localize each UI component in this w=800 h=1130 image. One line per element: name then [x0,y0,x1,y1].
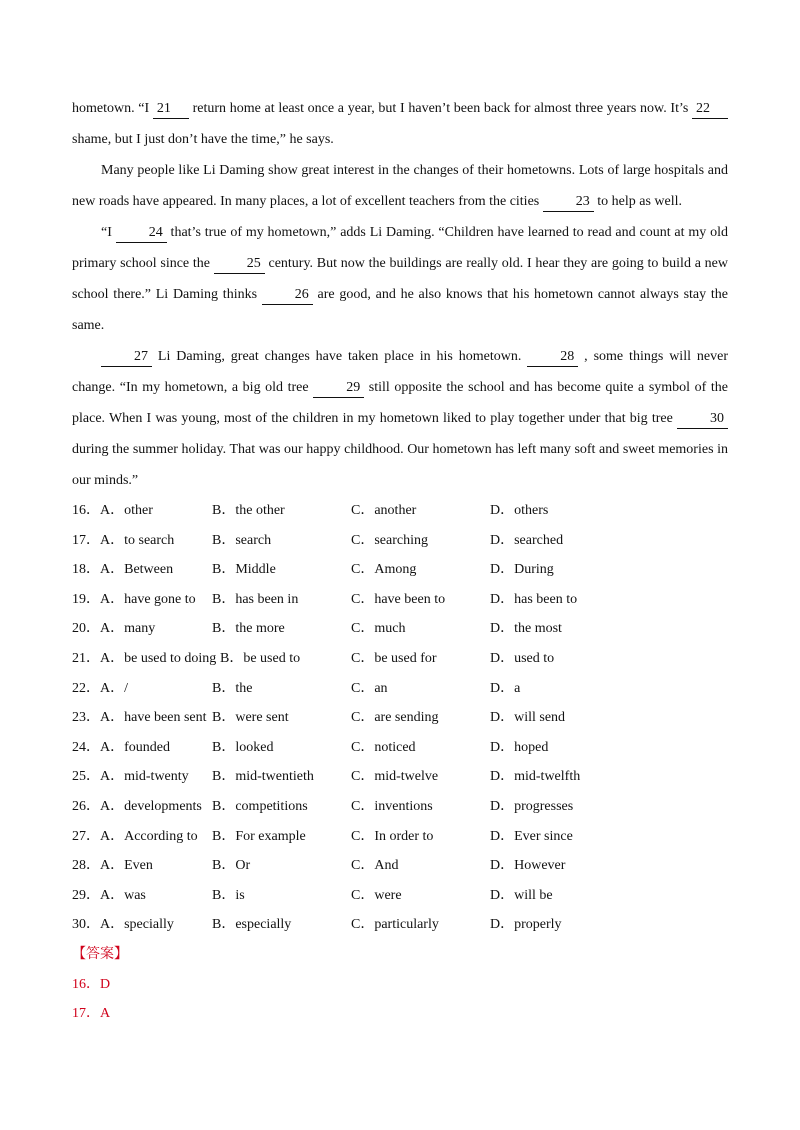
option-d: D．searched [490,532,564,548]
question-number: 16． [72,503,100,518]
option-d: D．will send [490,710,566,726]
question-row [72,792,728,822]
blank-29: 29 [313,379,364,398]
question-number: 29． [72,887,100,903]
blank-27: 27 [101,348,152,367]
option-d: D．Ever since [490,828,573,844]
question-row [72,822,728,852]
option-d: D．properly [490,917,562,933]
option-d: D．mid-twelfth [490,769,581,785]
question-number: 18． [72,562,100,578]
answer-line: 17．A [72,1006,111,1022]
passage-text: Many people like Li Daming show great interest in the changes of their hometowns. Lots of large hospitals and new roads have appeared. In many places, a lot of excellent teachers from the cities [72,163,728,209]
passage-paragraph-3 [72,217,728,341]
question-row [72,674,728,704]
question-number: 27． [72,828,100,844]
option-d: D．the most [490,621,562,637]
question-number: 17． [72,532,100,548]
question-row [72,614,728,644]
question-number: 26． [72,798,100,814]
blank-25: 25 [214,255,265,274]
passage-text: still opposite the school and has become quite a symbol of the place. When I was young, most of the children in my hometown liked to play together under that big tree [72,380,728,426]
option-a: A．developments [100,798,202,814]
option-b: B．For example [212,828,306,844]
question-row [72,496,728,526]
question-number: 22． [72,680,100,696]
blank-28: 28 [527,348,578,367]
question-row [72,555,728,585]
blank-30: 30 [677,410,728,429]
passage-text: return home at least once a year, but I haven’t been back for almost three years now. It’s [188,101,693,116]
option-d: D．During [490,562,554,578]
passage-text: are good, and he also knows that his hometown cannot always stay the same. [72,287,728,333]
question-row [72,703,728,733]
option-c: C．be used for [351,650,437,666]
question-number: 28． [72,858,100,874]
option-d: D．a [490,680,521,696]
option-b: B．were sent [212,710,289,726]
passage-text: that’s true of my hometown,” adds Li Daming. “Children have learned to read and count at my old primary school since the [72,225,728,271]
option-c: C．another [351,503,417,518]
option-a: A．Between [100,562,174,578]
option-b: B．has been in [212,591,299,607]
passage-text: shame, but I just don’t have the time,” he says. [72,132,334,147]
option-d: D．will be [490,887,553,903]
option-b: B．be used to [220,650,301,666]
question-row [72,644,728,674]
option-b: B．mid-twentieth [212,769,314,785]
option-b: B．search [212,532,272,548]
question-row [72,851,728,881]
answer-line: 16．D [72,976,111,992]
option-a: A．mid-twenty [100,769,189,785]
option-d: D．progresses [490,798,574,814]
option-a: A．founded [100,739,170,755]
option-a: A．/ [100,680,128,696]
option-c: C．much [351,621,406,637]
question-row [72,733,728,763]
option-b: B．the other [212,503,285,518]
question-number: 30． [72,917,100,933]
blank-23: 23 [543,193,594,212]
passage-paragraph-2 [72,155,728,217]
option-b: B．the [212,680,253,696]
option-b: B．the more [212,621,285,637]
option-b: B．Or [212,858,251,874]
option-a: A．have gone to [100,591,196,607]
question-number: 25． [72,769,100,785]
option-a: A．to search [100,532,175,548]
passage-text: , some things will never change. “In my hometown, a big old tree [72,349,728,395]
passage-paragraph-4 [72,341,728,496]
blank-26: 26 [262,286,313,305]
option-d: D．has been to [490,591,578,607]
question-number: 21． [72,650,100,666]
option-d: D．However [490,858,566,874]
passage-text: “I [101,225,116,240]
question-row [72,762,728,792]
question-number: 19． [72,591,100,607]
option-b: B．is [212,887,245,903]
passage-text: hometown. “I [72,101,153,116]
option-b: B．looked [212,739,274,755]
option-a: A．have been sent [100,710,207,726]
option-a: A．According to [100,828,198,844]
passage-paragraph-1 [72,93,728,155]
option-c: C．an [351,680,388,696]
blank-21: 21 [153,100,189,119]
option-c: C．searching [351,532,428,548]
answer-heading: 【答案】 [72,945,128,962]
question-number: 20． [72,621,100,637]
option-c: C．particularly [351,917,439,933]
question-options [72,496,728,940]
option-a: A．Even [100,858,153,874]
option-a: A．other [100,503,153,518]
passage-text: during the summer holiday. That was our happy childhood. Our hometown has left many soft and sweet memories in our minds.” [72,442,728,488]
blank-24: 24 [116,224,167,243]
question-row [72,910,728,940]
option-c: C．noticed [351,739,416,755]
passage-text: to help as well. [593,194,683,209]
option-a: A．specially [100,917,174,933]
option-b: B．competitions [212,798,308,814]
question-number: 24． [72,739,100,755]
option-d: D．others [490,503,549,518]
option-c: C．inventions [351,798,433,814]
option-c: C．were [351,887,402,903]
question-row [72,585,728,615]
option-c: C．In order to [351,828,434,844]
option-c: C．are sending [351,710,439,726]
option-d: D．hoped [490,739,549,755]
document-page [72,93,728,1029]
passage-text: Li Daming, great changes have taken place in his hometown. [152,349,528,364]
option-a: A．be used to doing [100,650,217,666]
blank-22: 22 [692,100,728,119]
option-b: B．Middle [212,562,276,578]
option-c: C．mid-twelve [351,769,439,785]
passage-text: century. But now the buildings are really old. I hear they are going to build a new school there.” Li Daming thinks [72,256,728,302]
question-row [72,881,728,911]
question-number: 23． [72,710,100,726]
option-c: C．And [351,858,399,874]
option-a: A．many [100,621,156,637]
option-b: B．especially [212,917,292,933]
option-c: C．have been to [351,591,446,607]
option-a: A．was [100,887,146,903]
option-d: D．used to [490,650,555,666]
question-row [72,526,728,556]
option-c: C．Among [351,562,417,578]
